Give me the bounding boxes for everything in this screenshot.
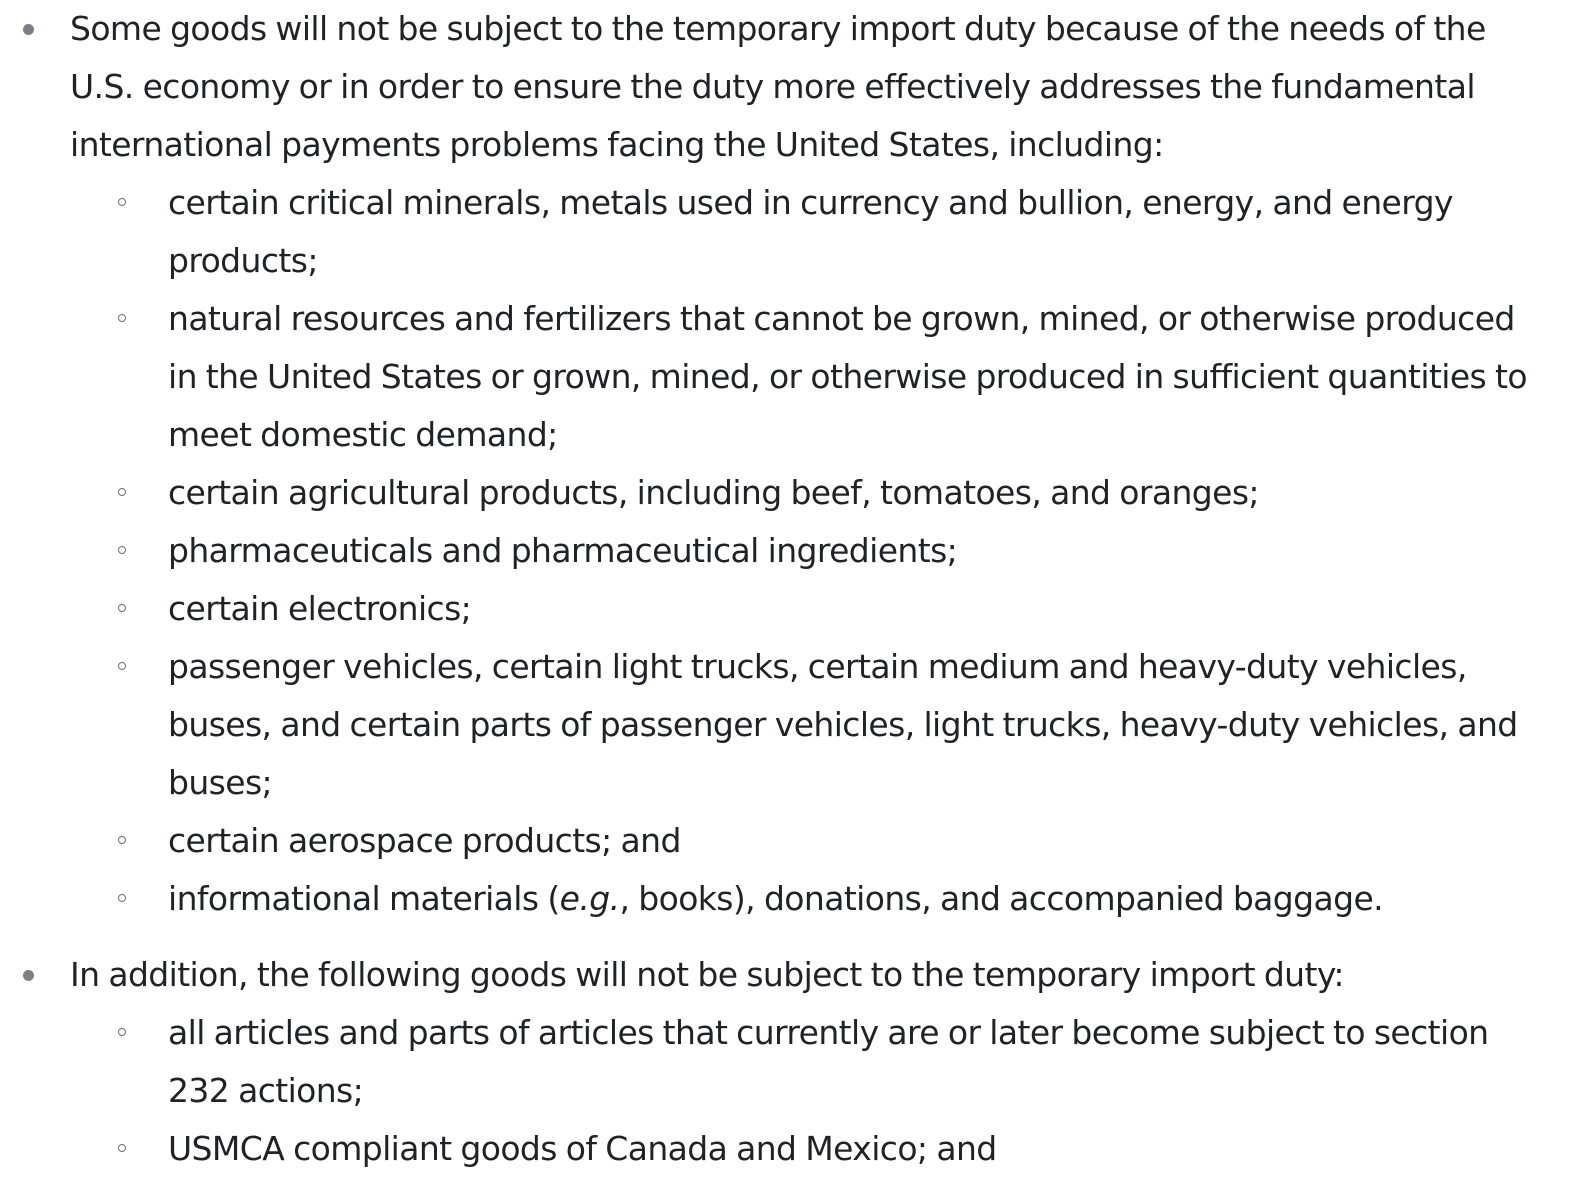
sub-item-text: natural resources and fertilizers that cannot be grown, mined, or otherwise produced in the United States or grown, mined, or otherwise produced in sufficient quantities to meet domestic demand;: [168, 299, 1527, 454]
sub-item: [168, 1120, 1550, 1178]
sub-bullet-circle-icon: [118, 488, 126, 496]
sub-item-text: pharmaceuticals and pharmaceutical ingredients;: [168, 531, 958, 570]
sub-item: [168, 290, 1550, 464]
sub-item-text-after: , books), donations, and accompanied baggage.: [619, 879, 1384, 918]
sub-item: [168, 870, 1550, 928]
sub-item-text-italic: e.g.: [559, 879, 620, 918]
sub-item: [168, 522, 1550, 580]
sub-list: [70, 1004, 1550, 1178]
sub-bullet-circle-icon: [118, 836, 126, 844]
sub-item-text: certain electronics;: [168, 589, 472, 628]
sub-item: [168, 1004, 1550, 1120]
bullet-item: [70, 0, 1550, 928]
sub-item: [168, 638, 1550, 812]
sub-item: [168, 464, 1550, 522]
sub-bullet-circle-icon: [118, 198, 126, 206]
sub-item: [168, 174, 1550, 290]
sub-item-text: passenger vehicles, certain light trucks, certain medium and heavy-duty vehicles, buses, and certain parts of passenger vehicles, light trucks, heavy-duty vehicles, and buses;: [168, 647, 1518, 802]
sub-bullet-circle-icon: [118, 314, 126, 322]
sub-bullet-circle-icon: [118, 1028, 126, 1036]
sub-item: [168, 580, 1550, 638]
sub-item-text: all articles and parts of articles that currently are or later become subject to section 232 actions;: [168, 1013, 1489, 1110]
sub-item-text: certain agricultural products, including beef, tomatoes, and oranges;: [168, 473, 1259, 512]
sub-bullet-circle-icon: [118, 1144, 126, 1152]
sub-bullet-circle-icon: [118, 894, 126, 902]
sub-bullet-circle-icon: [118, 662, 126, 670]
sub-item: [168, 812, 1550, 870]
sub-item-text: USMCA compliant goods of Canada and Mexico; and: [168, 1129, 997, 1168]
sub-item-text: certain aerospace products; and: [168, 821, 681, 860]
sub-item-text-before: informational materials (: [168, 879, 560, 918]
sub-list: [70, 174, 1550, 928]
sub-item-text: certain critical minerals, metals used in currency and bullion, energy, and energy products;: [168, 183, 1453, 280]
bullet-text: Some goods will not be subject to the temporary import duty because of the needs of the U.S. economy or in order to ensure the duty more effectively addresses the fundamental international payments problems facing the United States, including:: [70, 9, 1486, 164]
sub-bullet-circle-icon: [118, 604, 126, 612]
bullet-dot-icon: [23, 24, 34, 35]
bullet-item: [70, 946, 1550, 1178]
sub-bullet-circle-icon: [118, 546, 126, 554]
bullet-dot-icon: [23, 970, 34, 981]
bullet-text: In addition, the following goods will not be subject to the temporary import duty:: [70, 955, 1344, 994]
